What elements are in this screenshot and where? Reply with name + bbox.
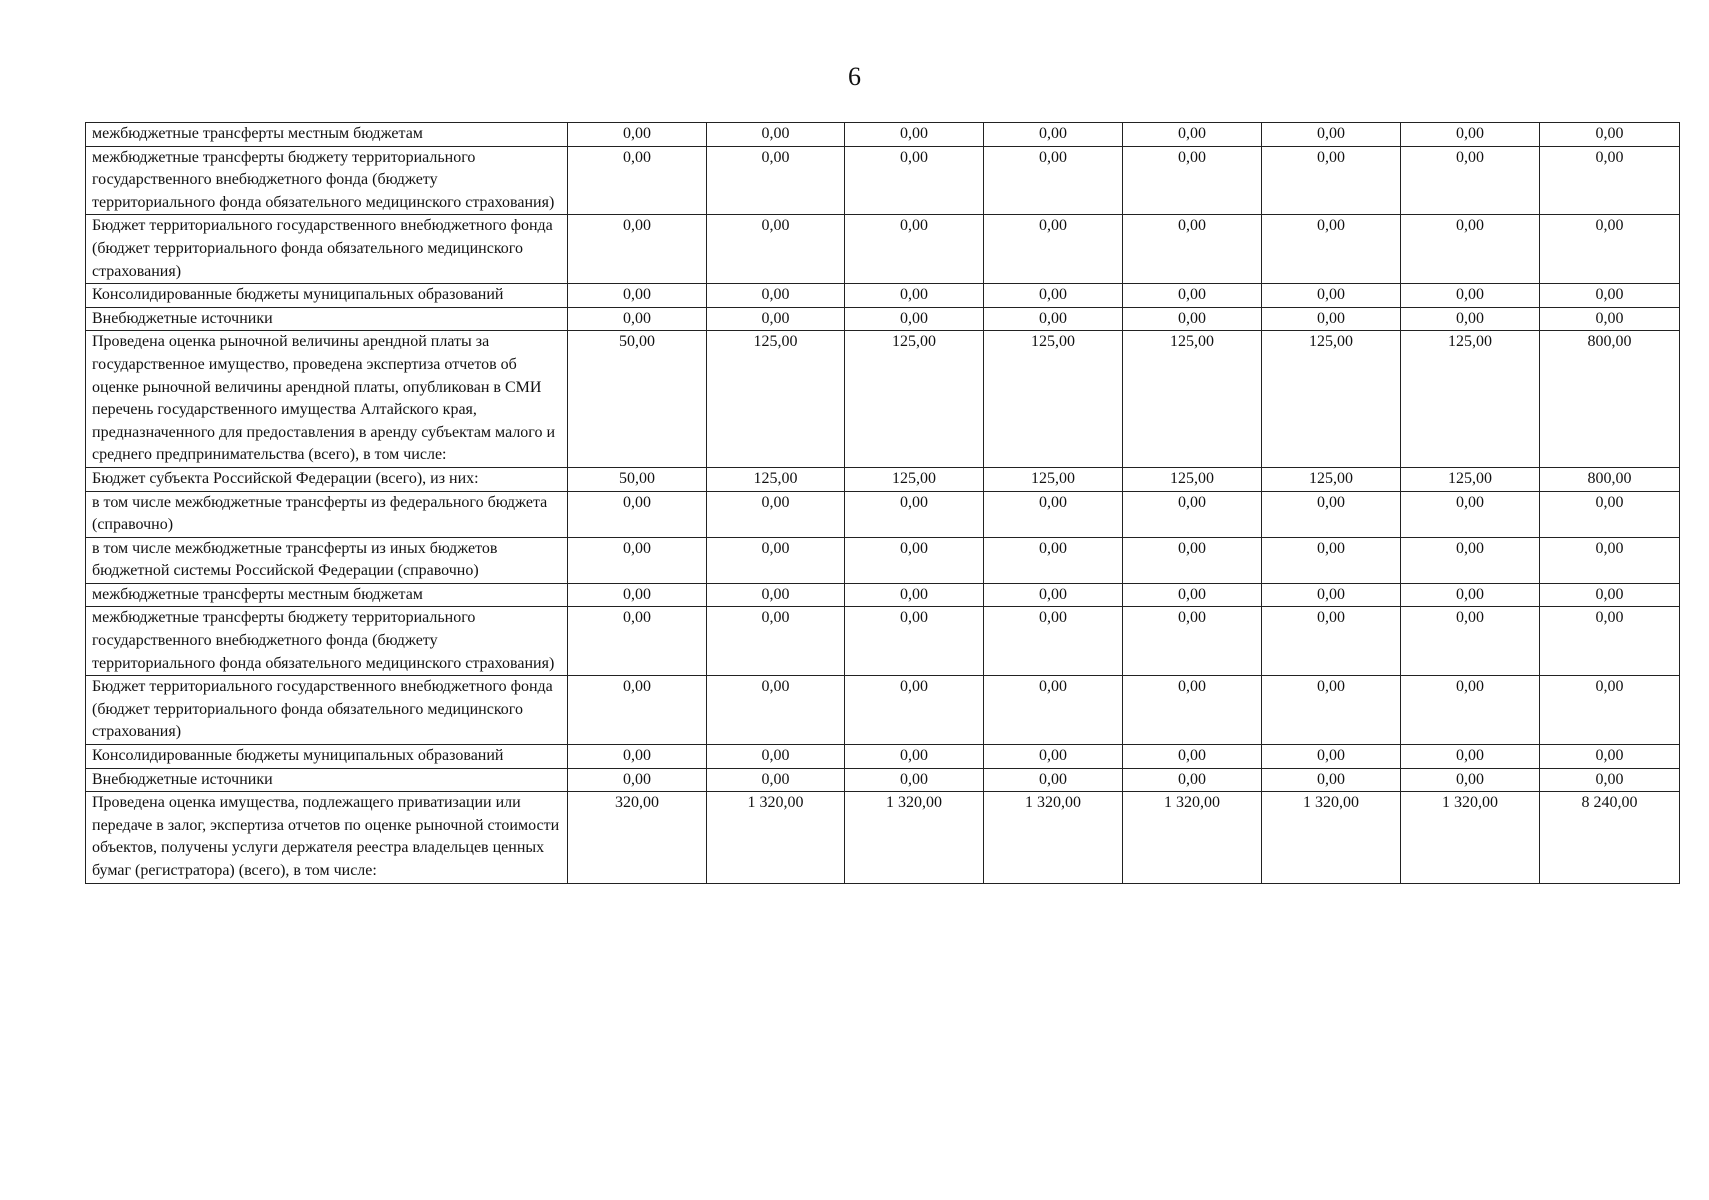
table-row: [86, 331, 1680, 468]
value-cell: 0,00: [707, 491, 845, 537]
value-cell: 0,00: [1540, 537, 1680, 583]
value-cell: 1 320,00: [1401, 792, 1540, 883]
value-cell: 0,00: [707, 607, 845, 676]
value-cell: 0,00: [1401, 123, 1540, 147]
value-cell: 0,00: [845, 583, 984, 607]
table-row: [86, 583, 1680, 607]
value-cell: 0,00: [1540, 745, 1680, 769]
value-cell: 0,00: [1401, 583, 1540, 607]
value-cell: 0,00: [707, 745, 845, 769]
value-cell: 125,00: [1262, 467, 1401, 491]
value-cell: 0,00: [984, 537, 1123, 583]
table-row: [86, 676, 1680, 745]
value-cell: 0,00: [568, 307, 707, 331]
value-cell: 0,00: [1123, 745, 1262, 769]
value-cell: 0,00: [1262, 307, 1401, 331]
value-cell: 125,00: [845, 467, 984, 491]
row-label: межбюджетные трансферты бюджету территориального государственного внебюджетного фонда (бюджету территориального фонда обязательного медицинского страхования): [86, 607, 568, 676]
value-cell: 1 320,00: [707, 792, 845, 883]
row-label: Консолидированные бюджеты муниципальных образований: [86, 745, 568, 769]
value-cell: 125,00: [707, 331, 845, 468]
table-row: [86, 307, 1680, 331]
value-cell: 800,00: [1540, 331, 1680, 468]
value-cell: 0,00: [707, 537, 845, 583]
value-cell: 125,00: [1123, 331, 1262, 468]
value-cell: 0,00: [568, 745, 707, 769]
value-cell: 0,00: [707, 768, 845, 792]
page-number: 6: [848, 62, 861, 91]
value-cell: 0,00: [984, 745, 1123, 769]
value-cell: 0,00: [1401, 215, 1540, 284]
value-cell: 0,00: [1401, 745, 1540, 769]
value-cell: 0,00: [568, 768, 707, 792]
value-cell: 8 240,00: [1540, 792, 1680, 883]
value-cell: 0,00: [1540, 676, 1680, 745]
row-label: межбюджетные трансферты бюджету территориального государственного внебюджетного фонда (бюджету территориального фонда обязательного медицинского страхования): [86, 146, 568, 215]
value-cell: 0,00: [1401, 676, 1540, 745]
value-cell: 0,00: [707, 146, 845, 215]
value-cell: 0,00: [568, 676, 707, 745]
table-row: [86, 491, 1680, 537]
value-cell: 0,00: [984, 491, 1123, 537]
value-cell: 0,00: [1401, 607, 1540, 676]
value-cell: 0,00: [1401, 146, 1540, 215]
value-cell: 0,00: [984, 284, 1123, 308]
value-cell: 0,00: [568, 215, 707, 284]
value-cell: 0,00: [707, 215, 845, 284]
row-label: Консолидированные бюджеты муниципальных образований: [86, 284, 568, 308]
value-cell: 0,00: [1262, 123, 1401, 147]
value-cell: 50,00: [568, 467, 707, 491]
table-row: [86, 768, 1680, 792]
value-cell: 0,00: [1262, 215, 1401, 284]
value-cell: 0,00: [845, 284, 984, 308]
value-cell: 0,00: [1540, 491, 1680, 537]
row-label: Бюджет субъекта Российской Федерации (всего), из них:: [86, 467, 568, 491]
value-cell: 0,00: [845, 146, 984, 215]
value-cell: 0,00: [568, 583, 707, 607]
table-row: [86, 792, 1680, 883]
value-cell: 0,00: [845, 676, 984, 745]
value-cell: 0,00: [1401, 768, 1540, 792]
value-cell: 0,00: [707, 307, 845, 331]
value-cell: 1 320,00: [845, 792, 984, 883]
table-row: [86, 123, 1680, 147]
value-cell: 0,00: [707, 583, 845, 607]
value-cell: 0,00: [1262, 745, 1401, 769]
value-cell: 0,00: [845, 123, 984, 147]
value-cell: 0,00: [1540, 307, 1680, 331]
value-cell: 50,00: [568, 331, 707, 468]
table-row: [86, 607, 1680, 676]
value-cell: 125,00: [707, 467, 845, 491]
value-cell: 0,00: [1123, 307, 1262, 331]
value-cell: 0,00: [1401, 307, 1540, 331]
value-cell: 0,00: [984, 768, 1123, 792]
value-cell: 0,00: [568, 146, 707, 215]
value-cell: 0,00: [1123, 491, 1262, 537]
value-cell: 0,00: [1123, 768, 1262, 792]
value-cell: 125,00: [984, 331, 1123, 468]
value-cell: 125,00: [1262, 331, 1401, 468]
table-row: [86, 467, 1680, 491]
value-cell: 0,00: [568, 491, 707, 537]
row-label: в том числе межбюджетные трансферты из федерального бюджета (справочно): [86, 491, 568, 537]
value-cell: 0,00: [1123, 607, 1262, 676]
value-cell: 800,00: [1540, 467, 1680, 491]
value-cell: 0,00: [984, 583, 1123, 607]
budget-table: [85, 122, 1680, 884]
value-cell: 125,00: [984, 467, 1123, 491]
value-cell: 0,00: [845, 607, 984, 676]
value-cell: 0,00: [1262, 146, 1401, 215]
row-label: межбюджетные трансферты местным бюджетам: [86, 583, 568, 607]
value-cell: 125,00: [845, 331, 984, 468]
value-cell: 0,00: [1262, 583, 1401, 607]
table-row: [86, 284, 1680, 308]
value-cell: 125,00: [1401, 331, 1540, 468]
table-row: [86, 215, 1680, 284]
value-cell: 0,00: [1540, 583, 1680, 607]
value-cell: 1 320,00: [984, 792, 1123, 883]
value-cell: 0,00: [707, 123, 845, 147]
table-row: [86, 745, 1680, 769]
value-cell: 0,00: [707, 676, 845, 745]
value-cell: 0,00: [1123, 676, 1262, 745]
value-cell: 0,00: [1401, 284, 1540, 308]
row-label: Внебюджетные источники: [86, 307, 568, 331]
value-cell: 0,00: [845, 537, 984, 583]
value-cell: 0,00: [845, 768, 984, 792]
value-cell: 0,00: [1540, 607, 1680, 676]
value-cell: 0,00: [568, 607, 707, 676]
row-label: Бюджет территориального государственного внебюджетного фонда (бюджет территориального фонда обязательного медицинского страхования): [86, 215, 568, 284]
value-cell: 0,00: [984, 676, 1123, 745]
value-cell: 0,00: [1123, 284, 1262, 308]
value-cell: 0,00: [1123, 583, 1262, 607]
row-label: Бюджет территориального государственного внебюджетного фонда (бюджет территориального фонда обязательного медицинского страхования): [86, 676, 568, 745]
value-cell: 0,00: [1262, 768, 1401, 792]
value-cell: 0,00: [845, 491, 984, 537]
value-cell: 0,00: [1262, 537, 1401, 583]
value-cell: 0,00: [1262, 676, 1401, 745]
value-cell: 0,00: [1262, 607, 1401, 676]
value-cell: 0,00: [1540, 146, 1680, 215]
value-cell: 0,00: [1123, 537, 1262, 583]
value-cell: 0,00: [1540, 768, 1680, 792]
row-label: в том числе межбюджетные трансферты из иных бюджетов бюджетной системы Российской Федерации (справочно): [86, 537, 568, 583]
value-cell: 125,00: [1401, 467, 1540, 491]
value-cell: 1 320,00: [1262, 792, 1401, 883]
value-cell: 0,00: [568, 537, 707, 583]
value-cell: 0,00: [1123, 215, 1262, 284]
value-cell: 0,00: [984, 607, 1123, 676]
row-label: Проведена оценка рыночной величины арендной платы за государственное имущество, проведена экспертиза отчетов об оценке рыночной величины арендной платы, опубликован в СМИ перечень государственного имущества Алтайского края, предназначенного для предоставления в аренду субъектам малого и среднего предпринимательства (всего), в том числе:: [86, 331, 568, 468]
value-cell: 1 320,00: [1123, 792, 1262, 883]
value-cell: 0,00: [1401, 491, 1540, 537]
value-cell: 0,00: [1401, 537, 1540, 583]
value-cell: 0,00: [707, 284, 845, 308]
row-label: Проведена оценка имущества, подлежащего приватизации или передаче в залог, экспертиза отчетов по оценке рыночной стоимости объектов, получены услуги держателя реестра владельцев ценных бумаг (регистратора) (всего), в том числе:: [86, 792, 568, 883]
value-cell: 0,00: [845, 215, 984, 284]
value-cell: 0,00: [568, 284, 707, 308]
value-cell: 0,00: [984, 146, 1123, 215]
value-cell: 0,00: [568, 123, 707, 147]
value-cell: 0,00: [1123, 146, 1262, 215]
row-label: межбюджетные трансферты местным бюджетам: [86, 123, 568, 147]
value-cell: 320,00: [568, 792, 707, 883]
value-cell: 0,00: [984, 307, 1123, 331]
value-cell: 0,00: [1540, 284, 1680, 308]
budget-table-body: [86, 123, 1680, 884]
value-cell: 0,00: [984, 215, 1123, 284]
table-row: [86, 537, 1680, 583]
value-cell: 125,00: [1123, 467, 1262, 491]
row-label: Внебюджетные источники: [86, 768, 568, 792]
value-cell: 0,00: [1262, 491, 1401, 537]
value-cell: 0,00: [845, 745, 984, 769]
value-cell: 0,00: [1540, 215, 1680, 284]
value-cell: 0,00: [845, 307, 984, 331]
value-cell: 0,00: [1262, 284, 1401, 308]
table-row: [86, 146, 1680, 215]
value-cell: 0,00: [1540, 123, 1680, 147]
value-cell: 0,00: [984, 123, 1123, 147]
value-cell: 0,00: [1123, 123, 1262, 147]
